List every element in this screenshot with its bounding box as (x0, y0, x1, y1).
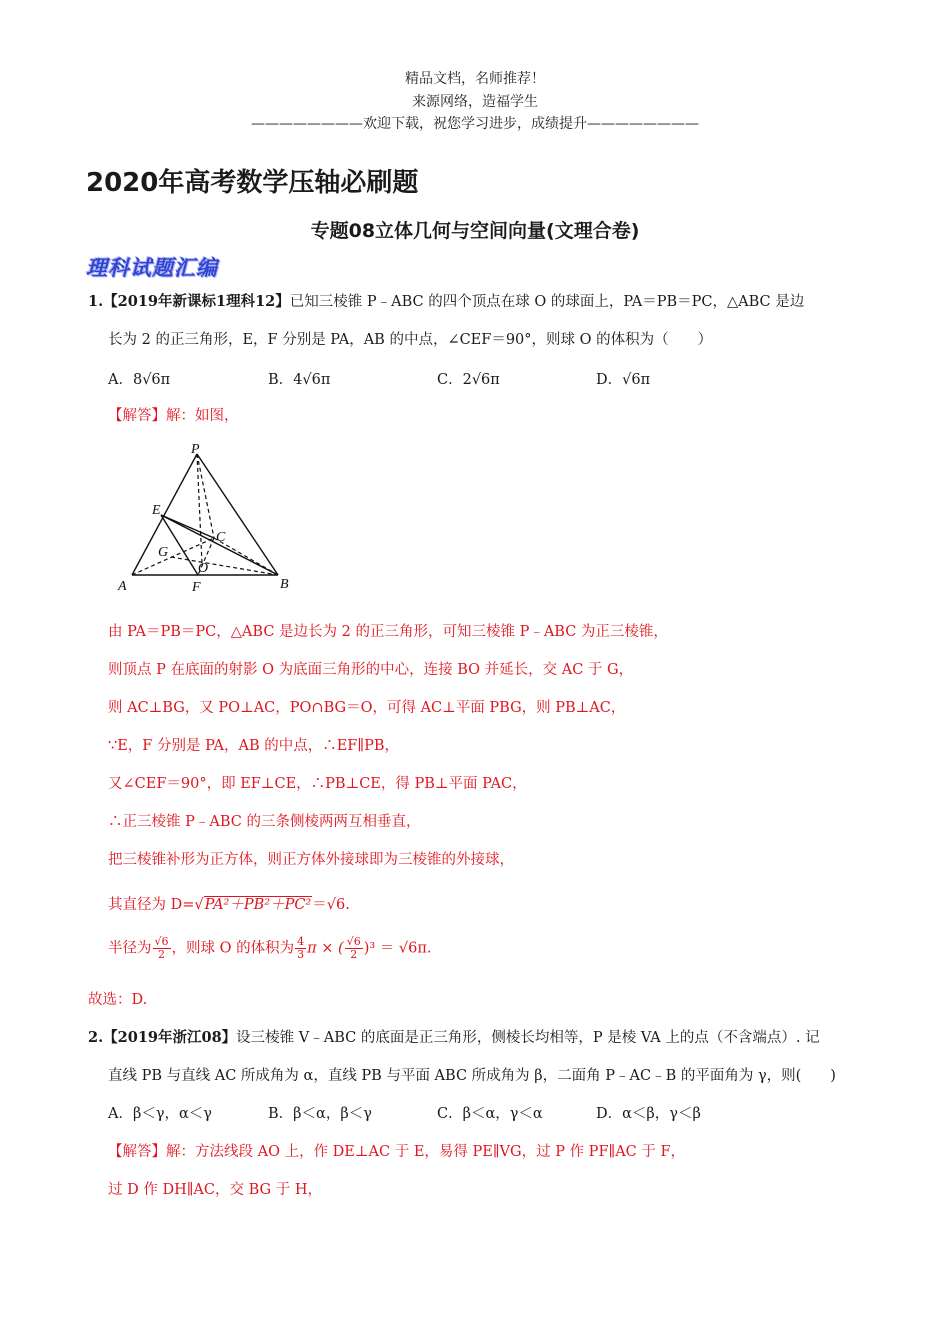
q1-line-2: 长为 2 的正三角形，E，F 分别是 PA，AB 的中点，∠CEF＝90°，则球 O 的体积为（ ） (108, 332, 713, 348)
volume-radius-fraction (345, 936, 363, 961)
diameter-result: ＝√6. (312, 897, 350, 913)
diameter-radicand: PA²＋PB²＋PC² (204, 897, 312, 913)
header-line-3: ————————欢迎下载，祝您学习进步，成绩提升———————— (251, 116, 699, 132)
label-O: O (198, 561, 209, 576)
q1-option-b: B．4√6π (268, 372, 331, 388)
q2-text-1: 设三棱锥 V﹣ABC 的底面是正三角形，侧棱长均相等，P 是棱 VA 上的点（不含端点）. 记 (236, 1030, 820, 1046)
q1-option-d: D．√6π (596, 372, 651, 388)
edge-PB (197, 454, 278, 575)
q1-option-a: A．8√6π (108, 372, 171, 388)
label-C: C (216, 530, 226, 545)
q1-text-1: 已知三棱锥 P﹣ABC 的四个顶点在球 O 的球面上，PA＝PB＝PC，△ABC 是边 (289, 294, 805, 310)
q1-line-1 (88, 290, 804, 311)
q2-line-1 (88, 1026, 820, 1047)
q2-solution-line-1: 【解答】解：方法线段 AO 上，作 DE⊥AC 于 E，易得 PE∥VG，过 P 作 PF∥AC 于 F， (108, 1144, 686, 1160)
q2-line-2: 直线 PB 与直线 AC 所成角为 α，直线 PB 与平面 ABC 所成角为 β，二面角 P﹣AC﹣B 的平面角为 γ，则( ) (108, 1068, 836, 1084)
q1-option-c: C．2√6π (437, 372, 500, 388)
q2-option-d: D．α＜β，γ＜β (596, 1106, 701, 1122)
q2-solution-line-2: 过 D 作 DH∥AC，交 BG 于 H， (108, 1182, 322, 1198)
page-subtitle: 专题08立体几何与空间向量(文理合卷) (310, 220, 640, 242)
volume-mid: π × ( (307, 940, 344, 957)
q1-solution-line-3: 则 AC⊥BG，又 PO⊥AC，PO∩BG＝O，可得 AC⊥平面 PBG，则 PB⊥AC， (108, 700, 626, 716)
volume-end: )³ ＝ √6π. (363, 940, 432, 957)
q2-option-c: C．β＜α，γ＜α (437, 1106, 543, 1122)
edge-PO (197, 454, 202, 564)
q1-choice: 故选：D. (88, 992, 148, 1008)
q2-option-b: B．β＜α，β＜γ (268, 1106, 372, 1122)
volume-denominator: 3 (297, 948, 305, 961)
volume-radius-denominator: 2 (350, 948, 358, 961)
q1-solution-line-1: 由 PA＝PB＝PC，△ABC 是边长为 2 的正三角形，可知三棱锥 P﹣ABC 为正三棱锥， (108, 624, 668, 640)
q1-solution-line-4: ∵E，F 分别是 PA，AB 的中点，∴EF∥PB， (108, 738, 399, 754)
label-E: E (152, 503, 161, 518)
label-G: G (158, 545, 169, 560)
q1-volume-line (108, 936, 432, 961)
radius-fraction (153, 936, 171, 961)
q1-answer-label: 【解答】解：如图， (108, 408, 239, 424)
q1-solution-line-2: 则顶点 P 在底面的射影 O 为底面三角形的中心，连接 BO 并延长，交 AC 于 G， (108, 662, 634, 678)
label-B: B (280, 577, 289, 592)
section-heading: 理科试题汇编 (86, 256, 218, 280)
q2-tag: 2.【2019年浙江08】 (88, 1029, 237, 1046)
edge-EB (161, 515, 278, 575)
volume-text: ，则球 O 的体积为 (171, 940, 295, 957)
label-A: A (118, 579, 127, 594)
label-P: P (191, 442, 200, 457)
pyramid-figure (110, 440, 310, 600)
edge-EC (161, 515, 214, 538)
q1-solution-line-5: 又∠CEF＝90°，即 EF⊥CE，∴PB⊥CE，得 PB⊥平面 PAC， (108, 776, 527, 792)
volume-numerator: 4 (297, 935, 305, 948)
q1-solution-line-7: 把三棱锥补形为正方体，则正方体外接球即为三棱锥的外接球， (108, 852, 514, 868)
q1-solution-line-6: ∴正三棱锥 P﹣ABC 的三条侧棱两两互相垂直， (108, 814, 421, 830)
q1-diameter-line: 其直径为 D=√PA²＋PB²＋PC²＝√6. (108, 897, 350, 913)
header-line-2: 来源网络，造福学生 (412, 94, 538, 110)
radius-numerator: √6 (154, 935, 169, 948)
page-title: 2020年高考数学压轴必刷题 (86, 168, 419, 198)
diameter-prefix: 其直径为 D= (108, 897, 195, 913)
volume-radius-numerator: √6 (346, 935, 361, 948)
q2-option-a: A．β＜γ，α＜γ (108, 1106, 212, 1122)
q1-tag: 1.【2019年新课标1理科12】 (88, 293, 290, 310)
label-F: F (192, 580, 201, 595)
header-line-1: 精品文档，名师推荐！ (405, 71, 545, 87)
radius-denominator: 2 (158, 948, 165, 961)
volume-fraction (295, 936, 306, 961)
radius-prefix: 半径为 (108, 940, 152, 957)
